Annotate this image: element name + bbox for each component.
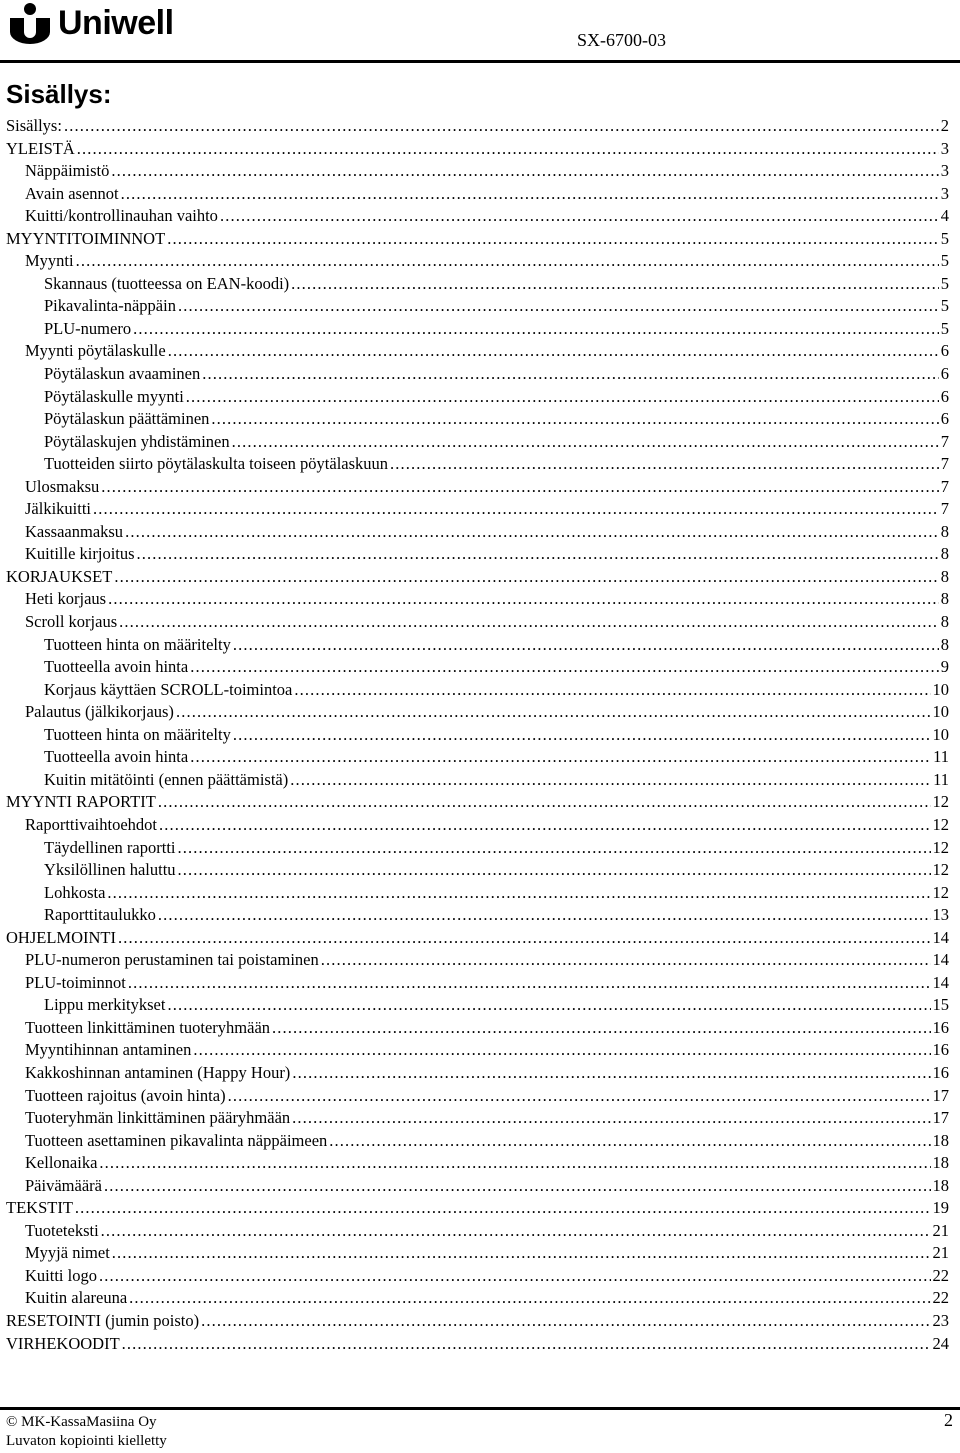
- toc-entry[interactable]: [0, 1197, 960, 1220]
- toc-entry-page: 9: [940, 657, 949, 677]
- toc-entry-label[interactable]: Pöytälaskulle myynti: [44, 386, 184, 406]
- toc-entry-page: 17: [932, 1108, 949, 1128]
- toc-entry-page: 12: [932, 860, 949, 880]
- toc-entry-label[interactable]: Kassaanmaksu: [25, 521, 124, 541]
- toc-entry-label[interactable]: PLU-numeron perustaminen tai poistaminen: [25, 950, 319, 970]
- toc-entry-label[interactable]: Raporttitaulukko: [44, 905, 156, 925]
- toc-entry-page: 6: [940, 386, 949, 406]
- toc-entry-page: 5: [940, 251, 949, 271]
- toc-entry-label[interactable]: PLU-toiminnot: [25, 972, 126, 992]
- toc-entry-page: 21: [932, 1243, 949, 1263]
- toc-dot-leader: [118, 927, 931, 950]
- toc-entry[interactable]: [0, 1310, 960, 1333]
- uniwell-logo-icon: [8, 2, 52, 44]
- toc-dot-leader: [101, 1220, 931, 1243]
- document-code: SX-6700-03: [577, 30, 666, 50]
- toc-entry-label[interactable]: Tuotteella avoin hinta: [44, 747, 189, 767]
- toc-entry-label[interactable]: Kuitti logo: [25, 1265, 97, 1285]
- toc-dot-leader: [186, 386, 939, 409]
- toc-entry-page: 14: [932, 950, 949, 970]
- toc-dot-leader: [93, 498, 939, 521]
- toc-entry[interactable]: [0, 566, 960, 589]
- toc-entry-label[interactable]: TEKSTIT: [6, 1198, 73, 1218]
- toc-entry-label[interactable]: Skannaus (tuotteessa on EAN-koodi): [44, 273, 290, 293]
- toc-entry[interactable]: [0, 1333, 960, 1356]
- toc-entry-page: 6: [940, 409, 949, 429]
- toc-entry-page: 15: [932, 995, 949, 1015]
- toc-dot-leader: [211, 408, 938, 431]
- toc-entry-page: 14: [932, 927, 949, 947]
- toc-entry-page: 3: [940, 183, 949, 203]
- toc-dot-leader: [114, 566, 938, 589]
- toc-entry-label[interactable]: MYYNTITOIMINNOT: [6, 228, 166, 248]
- toc-entry[interactable]: [0, 1175, 960, 1198]
- toc-dot-leader: [158, 791, 931, 814]
- toc-dot-leader: [107, 882, 930, 905]
- toc-entry[interactable]: [0, 138, 960, 161]
- toc-entry-page: 5: [940, 273, 949, 293]
- toc-dot-leader: [321, 949, 931, 972]
- toc-entry[interactable]: [0, 408, 960, 431]
- toc-dot-leader: [108, 588, 939, 611]
- toc-entry-label[interactable]: Tuotteella avoin hinta: [44, 657, 189, 677]
- toc-dot-leader: [292, 1107, 930, 1130]
- toc-entry[interactable]: [0, 837, 960, 860]
- toc-entry-label[interactable]: Ulosmaksu: [25, 476, 100, 496]
- toc-dot-leader: [104, 1175, 931, 1198]
- footer-copyright: © MK-KassaMasiina Oy: [6, 1414, 157, 1430]
- toc-entry-page: 6: [940, 364, 949, 384]
- toc-entry-label[interactable]: Raporttivaihtoehdot: [25, 814, 157, 834]
- toc-entry-page: 14: [932, 972, 949, 992]
- toc-entry[interactable]: [0, 1107, 960, 1130]
- toc-entry[interactable]: [0, 904, 960, 927]
- toc-dot-leader: [176, 701, 931, 724]
- toc-entry-page: 17: [932, 1085, 949, 1105]
- toc-dot-leader: [112, 1242, 931, 1265]
- toc-dot-leader: [193, 1039, 930, 1062]
- toc-entry-page: 6: [940, 341, 949, 361]
- toc-entry[interactable]: [0, 183, 960, 206]
- toc-entry[interactable]: [0, 859, 960, 882]
- toc-entry-page: 3: [940, 161, 949, 181]
- toc-entry-label[interactable]: Myyntihinnan antaminen: [25, 1040, 192, 1060]
- toc-entry[interactable]: [0, 295, 960, 318]
- page-title: Sisällys:: [6, 79, 112, 109]
- toc-entry[interactable]: [0, 1152, 960, 1175]
- toc-entry[interactable]: [0, 318, 960, 341]
- toc-entry-page: 8: [940, 634, 949, 654]
- toc-entry-label[interactable]: Tuoteryhmän linkittäminen pääryhmään: [25, 1108, 291, 1128]
- toc-entry-page: 16: [932, 1062, 949, 1082]
- brand-name: Uniwell: [58, 4, 174, 42]
- toc-entry-page: 5: [940, 318, 949, 338]
- toc-entry-label[interactable]: Kuitille kirjoitus: [25, 544, 135, 564]
- toc-entry[interactable]: [0, 273, 960, 296]
- toc-dot-leader: [292, 1062, 930, 1085]
- toc-dot-leader: [168, 340, 939, 363]
- toc-dot-leader: [201, 1310, 930, 1333]
- toc-entry-label[interactable]: Scroll korjaus: [25, 612, 118, 632]
- toc-entry-label[interactable]: Tuotteen asettaminen pikavalinta näppäimeen: [25, 1130, 328, 1150]
- toc-entry-label[interactable]: Pöytälaskun päättäminen: [44, 409, 210, 429]
- toc-entry-page: 22: [932, 1288, 949, 1308]
- toc-entry[interactable]: [0, 769, 960, 792]
- toc-entry[interactable]: [0, 521, 960, 544]
- toc-dot-leader: [228, 1085, 931, 1108]
- toc-entry-label[interactable]: Heti korjaus: [25, 589, 107, 609]
- toc-dot-leader: [64, 115, 939, 138]
- toc-entry-label[interactable]: Tuotteen hinta on määritelty: [44, 634, 231, 654]
- toc-entry-page: 18: [932, 1153, 949, 1173]
- toc-entry-label[interactable]: Pöytälaskujen yhdistäminen: [44, 431, 230, 451]
- toc-entry[interactable]: [0, 791, 960, 814]
- toc-entry[interactable]: [0, 1265, 960, 1288]
- toc-dot-leader: [101, 476, 939, 499]
- toc-entry-page: 3: [940, 138, 949, 158]
- toc-entry-page: 19: [932, 1198, 949, 1218]
- toc-entry-label[interactable]: YLEISTÄ: [6, 138, 75, 158]
- toc-dot-leader: [137, 543, 939, 566]
- toc-entry-page: 16: [932, 1017, 949, 1037]
- toc-entry-page: 11: [933, 747, 949, 767]
- toc-entry-label[interactable]: Tuotteen hinta on määritelty: [44, 724, 231, 744]
- toc-entry[interactable]: [0, 701, 960, 724]
- toc-entry-label[interactable]: Lohkosta: [44, 882, 106, 902]
- toc-entry-label[interactable]: Kuitti/kontrollinauhan vaihto: [25, 206, 218, 226]
- toc-entry-page: 10: [932, 679, 949, 699]
- toc-entry[interactable]: [0, 386, 960, 409]
- toc-dot-leader: [128, 972, 931, 995]
- toc-entry-page: 8: [940, 589, 949, 609]
- toc-entry[interactable]: [0, 1242, 960, 1265]
- toc-entry-page: 16: [932, 1040, 949, 1060]
- toc-entry-label[interactable]: Päivämäärä: [25, 1175, 102, 1195]
- toc-dot-leader: [233, 634, 939, 657]
- toc-dot-leader: [272, 1017, 930, 1040]
- toc-entry-page: 23: [932, 1310, 949, 1330]
- toc-entry[interactable]: [0, 228, 960, 251]
- toc-dot-leader: [390, 453, 939, 476]
- toc-entry-label[interactable]: Tuotteen linkittäminen tuoteryhmään: [25, 1017, 271, 1037]
- toc-entry[interactable]: [0, 160, 960, 183]
- toc-entry-label[interactable]: Myynti: [25, 251, 74, 271]
- toc-entry-label[interactable]: Lippu merkitykset: [44, 995, 166, 1015]
- toc-entry-page: 12: [932, 792, 949, 812]
- toc-entry-page: 18: [932, 1130, 949, 1150]
- toc-entry-label[interactable]: RESETOINTI (jumin poisto): [6, 1310, 200, 1330]
- toc-entry-label[interactable]: Avain asennot: [25, 183, 119, 203]
- toc-entry-page: 18: [932, 1175, 949, 1195]
- toc-dot-leader: [233, 724, 931, 747]
- toc-entry-page: 5: [940, 228, 949, 248]
- toc-entry[interactable]: [0, 1130, 960, 1153]
- toc-dot-leader: [294, 679, 930, 702]
- toc-entry-page: 10: [932, 702, 949, 722]
- toc-entry[interactable]: [0, 656, 960, 679]
- toc-entry[interactable]: [0, 588, 960, 611]
- toc-entry-label[interactable]: Palautus (jälkikorjaus): [25, 702, 174, 722]
- toc-entry-label[interactable]: PLU-numero: [44, 318, 132, 338]
- toc-dot-leader: [290, 769, 931, 792]
- toc-entry[interactable]: [0, 1017, 960, 1040]
- toc-entry-page: 8: [940, 612, 949, 632]
- toc-entry-label[interactable]: Kellonaika: [25, 1153, 98, 1173]
- toc-entry-label[interactable]: Kuitin mitätöinti (ennen päättämistä): [44, 769, 289, 789]
- toc-entry-label[interactable]: Pöytälaskun avaaminen: [44, 364, 201, 384]
- toc-entry[interactable]: [0, 724, 960, 747]
- toc-dot-leader: [291, 273, 939, 296]
- toc-entry-page: 8: [940, 544, 949, 564]
- toc-entry-page: 10: [932, 724, 949, 744]
- toc-entry-page: 24: [932, 1333, 949, 1353]
- toc-entry[interactable]: [0, 498, 960, 521]
- toc-entry[interactable]: [0, 453, 960, 476]
- toc-entry-label[interactable]: Myyjä nimet: [25, 1243, 110, 1263]
- toc-entry[interactable]: [0, 949, 960, 972]
- page-header: [0, 0, 960, 60]
- toc-dot-leader: [232, 431, 939, 454]
- toc-entry-label[interactable]: Jälkikuitti: [25, 499, 91, 519]
- toc-entry-page: 13: [932, 905, 949, 925]
- toc-entry-page: 8: [940, 521, 949, 541]
- toc-dot-leader: [190, 746, 931, 769]
- toc-entry[interactable]: [0, 476, 960, 499]
- toc-entry-page: 2: [940, 116, 949, 135]
- toc-entry[interactable]: [0, 205, 960, 228]
- footer-divider: [0, 1407, 960, 1410]
- toc-dot-leader: [75, 1197, 931, 1220]
- toc-dot-leader: [111, 160, 938, 183]
- toc-entry-label[interactable]: Tuoteteksti: [25, 1220, 99, 1240]
- toc-entry-label[interactable]: Näppäimistö: [25, 161, 110, 181]
- toc-dot-leader: [122, 1333, 931, 1356]
- toc-entry-page: 7: [940, 454, 949, 474]
- toc-dot-leader: [76, 250, 939, 273]
- uniwell-logo: [8, 2, 208, 44]
- toc-entry-page: 7: [940, 499, 949, 519]
- toc-entry[interactable]: [0, 1085, 960, 1108]
- toc-dot-leader: [133, 318, 939, 341]
- toc-dot-leader: [190, 656, 939, 679]
- toc-dot-leader: [178, 837, 931, 860]
- toc-entry[interactable]: [0, 363, 960, 386]
- toc-entry-label[interactable]: KORJAUKSET: [6, 566, 113, 586]
- toc-dot-leader: [329, 1130, 930, 1153]
- toc-dot-leader: [158, 904, 931, 927]
- toc-entry[interactable]: [0, 340, 960, 363]
- toc-entry-label[interactable]: VIRHEKOODIT: [6, 1333, 120, 1353]
- toc-entry-page: 7: [940, 431, 949, 451]
- toc-entry-label[interactable]: Yksilöllinen haluttu: [44, 860, 176, 880]
- page-number: 2: [944, 1410, 953, 1430]
- toc-entry-label[interactable]: Korjaus käyttäen SCROLL-toimintoa: [44, 679, 293, 699]
- toc-entry-label[interactable]: Tuotteen rajoitus (avoin hinta): [25, 1085, 226, 1105]
- toc-entry[interactable]: [0, 250, 960, 273]
- toc-dot-leader: [220, 205, 939, 228]
- toc-entry[interactable]: [0, 543, 960, 566]
- toc-dot-leader: [167, 228, 939, 251]
- toc-entry-page: 21: [932, 1220, 949, 1240]
- toc-entry-page: 4: [940, 206, 949, 226]
- toc-entry[interactable]: [0, 1039, 960, 1062]
- header-divider: [0, 60, 960, 63]
- toc-entry-label[interactable]: MYYNTI RAPORTIT: [6, 792, 156, 812]
- toc-dot-leader: [99, 1152, 930, 1175]
- toc-dot-leader: [202, 363, 938, 386]
- toc-entry-page: 11: [933, 769, 949, 789]
- toc-entry[interactable]: [0, 679, 960, 702]
- toc-entry[interactable]: [0, 1287, 960, 1310]
- toc-entry[interactable]: [0, 927, 960, 950]
- toc-entry-label[interactable]: OHJELMOINTI: [6, 927, 116, 947]
- toc-entry-label[interactable]: Sisällys:: [6, 116, 62, 135]
- toc-dot-leader: [167, 994, 930, 1017]
- toc-entry-page: 12: [932, 837, 949, 857]
- toc-entry[interactable]: [0, 746, 960, 769]
- toc-entry[interactable]: [0, 972, 960, 995]
- toc-entry[interactable]: [0, 634, 960, 657]
- toc-entry[interactable]: [0, 1062, 960, 1085]
- toc-entry-label[interactable]: Täydellinen raportti: [44, 837, 176, 857]
- toc-dot-leader: [129, 1287, 930, 1310]
- toc-entry-page: 8: [940, 566, 949, 586]
- toc-entry-label[interactable]: Kakkoshinnan antaminen (Happy Hour): [25, 1062, 291, 1082]
- toc-entry-label[interactable]: Myynti pöytälaskulle: [25, 341, 166, 361]
- toc-entry[interactable]: [0, 994, 960, 1017]
- toc-dot-leader: [178, 295, 939, 318]
- toc-entry-page: 5: [940, 296, 949, 316]
- toc-entry[interactable]: [0, 1220, 960, 1243]
- toc-dot-leader: [125, 521, 939, 544]
- table-of-contents: [0, 115, 960, 1355]
- toc-entry-label[interactable]: Tuotteiden siirto pöytälaskulta toiseen pöytälaskuun: [44, 454, 389, 474]
- toc-entry-page: 12: [932, 882, 949, 902]
- toc-entry[interactable]: [0, 115, 960, 138]
- toc-entry[interactable]: [0, 431, 960, 454]
- toc-entry[interactable]: [0, 882, 960, 905]
- toc-dot-leader: [121, 183, 939, 206]
- toc-entry-page: 7: [940, 476, 949, 496]
- toc-entry-page: 12: [932, 814, 949, 834]
- toc-dot-leader: [119, 611, 939, 634]
- toc-entry-page: 22: [932, 1265, 949, 1285]
- toc-dot-leader: [99, 1265, 931, 1288]
- toc-entry[interactable]: [0, 814, 960, 837]
- toc-dot-leader: [77, 138, 939, 161]
- footer-notice: Luvaton kopiointi kielletty: [6, 1433, 167, 1449]
- toc-dot-leader: [159, 814, 931, 837]
- toc-entry-label[interactable]: Kuitin alareuna: [25, 1288, 128, 1308]
- toc-entry-label[interactable]: Pikavalinta-näppäin: [44, 296, 176, 316]
- toc-dot-leader: [178, 859, 931, 882]
- toc-entry[interactable]: [0, 611, 960, 634]
